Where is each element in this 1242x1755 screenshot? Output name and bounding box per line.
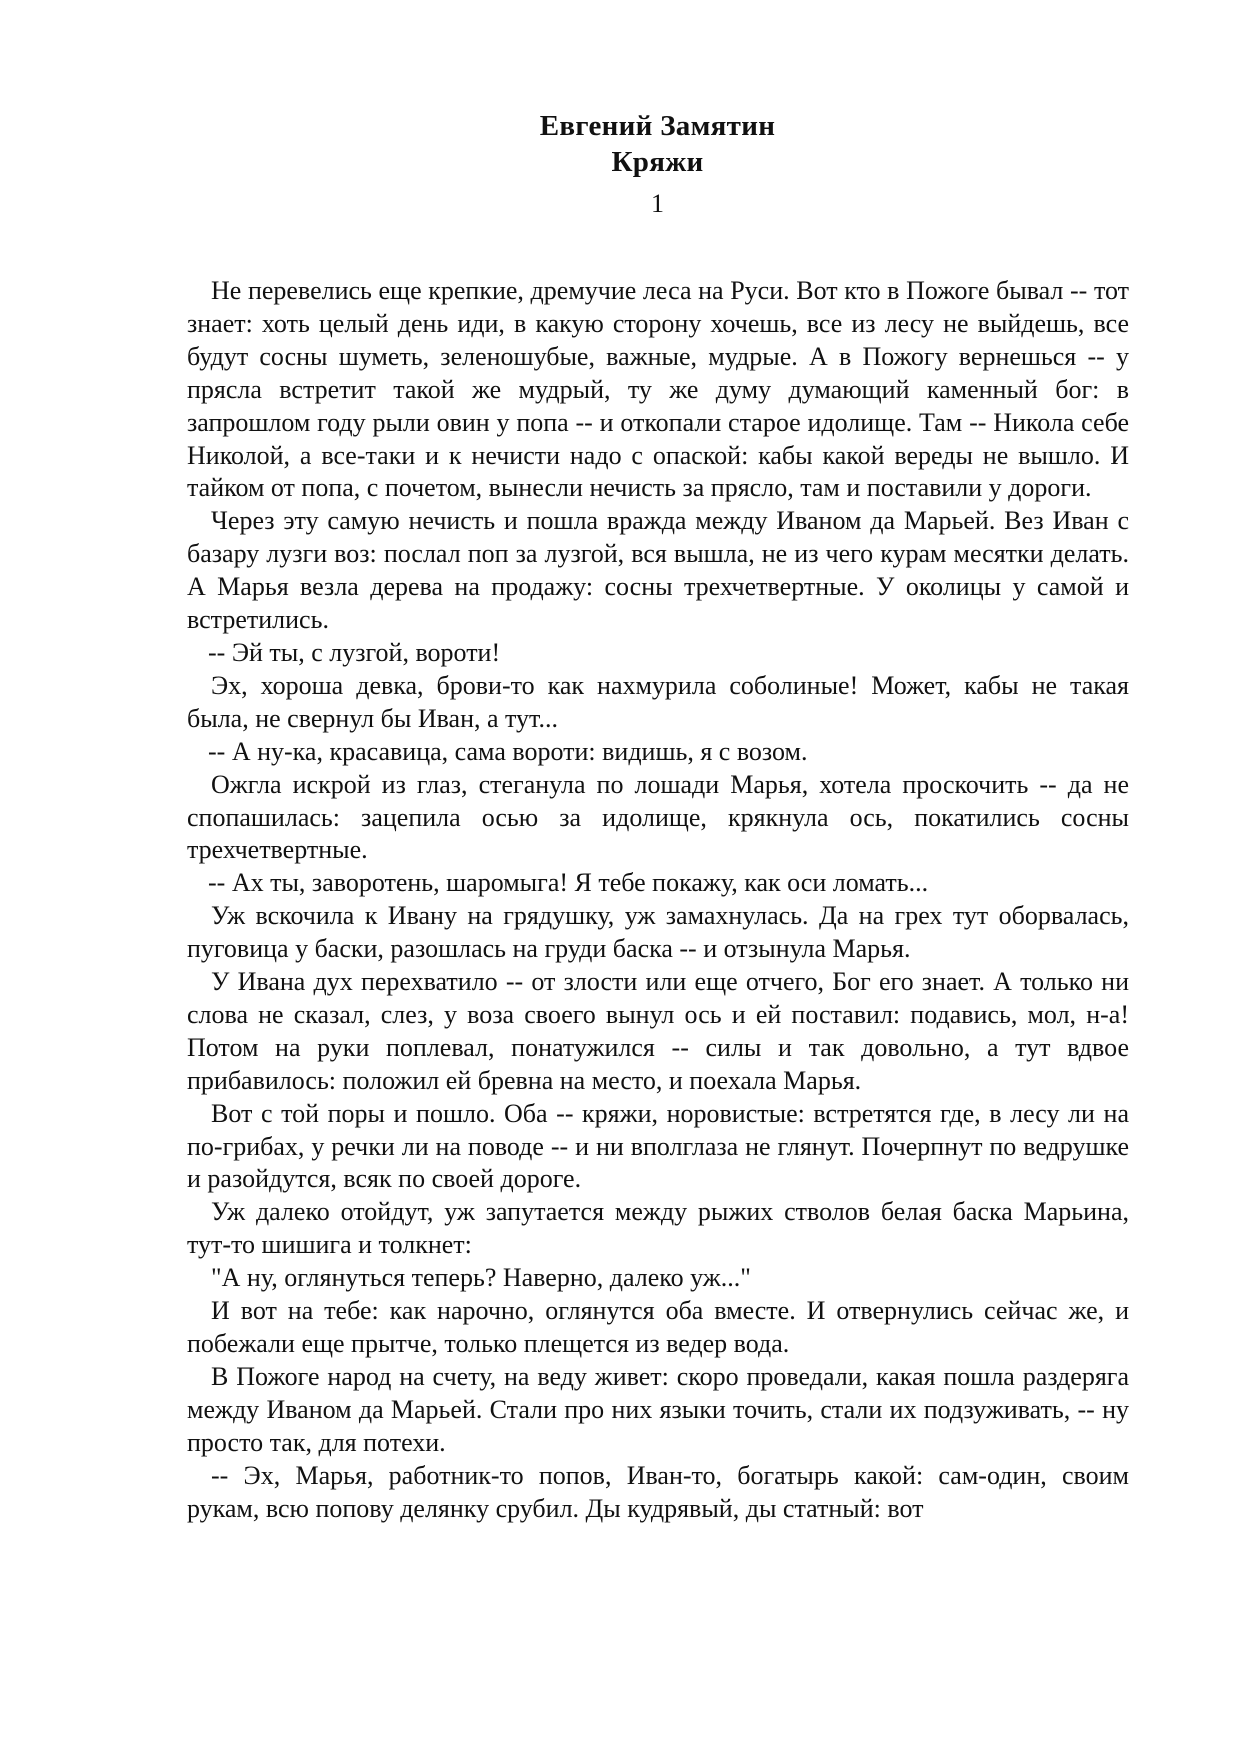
paragraph: Эх, хороша девка, брови-то как нахмурила соболиные! Может, кабы не такая была, не свернул бы Иван, а тут... xyxy=(187,670,1129,733)
paragraph: Уж далеко отойдут, уж запутается между рыжих стволов белая баска Марьина, тут-то шишига и толкнет: xyxy=(187,1197,1129,1260)
paragraph: Вот с той поры и пошло. Оба -- кряжи, норовистые: встретятся где, в лесу ли на по-грибах, у речки ли на поводе -- и ни вполглаза не глянут. Почерпнут по ведрушке и разойдутся, всяк по своей дороге. xyxy=(187,1098,1129,1194)
author-name: Евгений Замятин xyxy=(539,110,776,142)
story-title: Кряжи xyxy=(611,146,704,178)
paragraph: Уж вскочила к Ивану на грядушку, уж замахнулась. Да на грех тут оборвалась, пуговица у баски, разошлась на груди баска -- и отзынула Марья. xyxy=(187,901,1129,964)
paragraph: В Пожоге народ на счету, на веду живет: скоро проведали, какая пошла раздеряга между Иваном да Марьей. Стали про них языки точить, стали их подзуживать, -- ну просто так, для потехи. xyxy=(187,1361,1129,1457)
paragraph: Через эту самую нечисть и пошла вражда между Иваном да Марьей. Вез Иван с базару лузги воз: послал поп за лузгой, вся вышла, не из чего курам месятки делать. А Марья везла дерева на продажу: сосны трехчетвертные. У околицы у самой и встретились. xyxy=(187,506,1129,635)
dialogue-line: -- А ну-ка, красавица, сама вороти: видишь, я с возом. xyxy=(208,736,808,766)
dialogue-line: -- Эй ты, с лузгой, вороти! xyxy=(208,637,501,667)
paragraph: Ожгла искрой из глаз, стеганула по лошади Марья, хотела проскочить -- да не спопашилась: зацепила осью за идолище, крякнула ось, покатились сосны трехчетвертные. xyxy=(187,769,1129,865)
story-text xyxy=(187,275,1129,1525)
paragraph: Не перевелись еще крепкие, дремучие леса на Руси. Вот кто в Пожоге бывал -- тот знает: хоть целый день иди, в какую сторону хочешь, все из лесу не выйдешь, все будут сосны шуметь, зеленошубые, важные, мудрые. А в Пожогу вернешься -- у прясла встретит такой же мудрый, ту же думу думающий каменный бог: в запрошлом году рыли овин у попа -- и откопали старое идолище. Там -- Никола себе Николой, а все-таки и к нечисти надо с опаской: кабы какой вереды не вышло. И тайком от попа, с почетом, вынесли нечисть за прясло, там и поставили у дороги. xyxy=(187,276,1129,503)
dialogue-line: -- Эх, Марья, работник-то попов, Иван-то, богатырь какой: сам-один, своим рукам, всю попову делянку срубил. Ды кудрявый, ды статный: вот xyxy=(187,1460,1129,1523)
dialogue-line: -- Ах ты, заворотень, шаромыга! Я тебе покажу, как оси ломать... xyxy=(208,868,929,898)
paragraph: И вот на тебе: как нарочно, оглянутся оба вместе. И отвернулись сейчас же, и побежали еще прытче, только плещется из ведер вода. xyxy=(187,1296,1129,1358)
chapter-number: 1 xyxy=(651,189,664,218)
thought-line: "А ну, оглянуться теперь? Наверно, далеко уж..." xyxy=(211,1263,751,1293)
document-header xyxy=(0,108,1242,220)
paragraph: У Ивана дух перехватило -- от злости или еще отчего, Бог его знает. А только ни слова не сказал, слез, у воза своего вынул ось и ей поставил: подавись, мол, н-а! Потом на руки поплевал, понатужился -- силы и так довольно, а тут вдвое прибавилось: положил ей бревна на место, и поехала Марья. xyxy=(187,967,1129,1095)
